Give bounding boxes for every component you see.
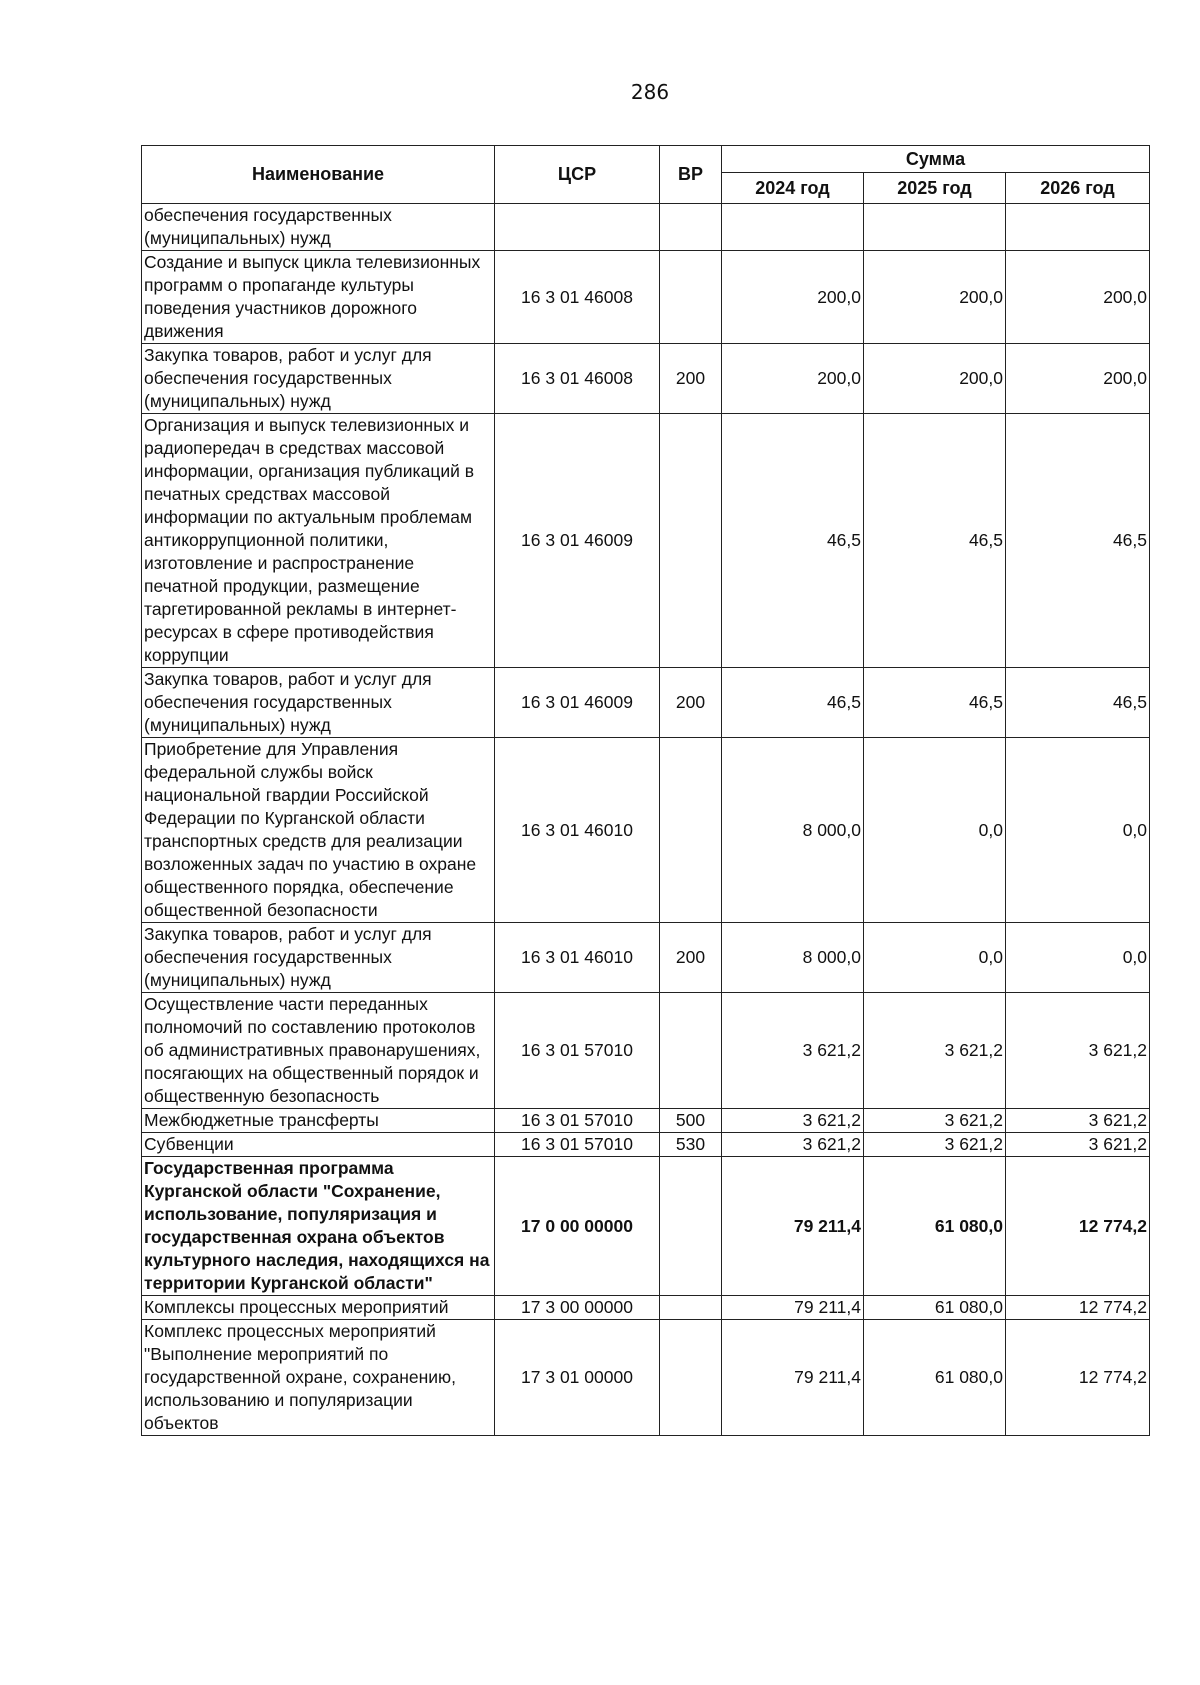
row-name-cell: Закупка товаров, работ и услуг для обеспечения государственных (муниципальных) нужд <box>142 923 495 993</box>
page-number: 286 <box>630 80 670 104</box>
row-vr-cell: 500 <box>660 1109 722 1133</box>
row-csr-cell: 16 3 01 57010 <box>495 1133 660 1157</box>
row-sum-2026-cell: 12 774,2 <box>1006 1157 1150 1296</box>
table-row <box>142 414 1150 668</box>
row-sum-2025-cell: 3 621,2 <box>864 1109 1006 1133</box>
row-sum-2025-cell: 3 621,2 <box>864 993 1006 1109</box>
row-csr-cell: 16 3 01 46010 <box>495 738 660 923</box>
row-vr-cell: 200 <box>660 668 722 738</box>
budget-table <box>141 145 1150 1436</box>
row-name-cell: Комплекс процессных мероприятий "Выполнение мероприятий по государственной охране, сохранению, использованию и популяризации объектов <box>142 1320 495 1436</box>
row-sum-2025-cell: 200,0 <box>864 344 1006 414</box>
row-vr-cell <box>660 738 722 923</box>
row-sum-2024-cell: 79 211,4 <box>722 1157 864 1296</box>
row-sum-2024-cell: 46,5 <box>722 668 864 738</box>
row-sum-2024-cell: 3 621,2 <box>722 1109 864 1133</box>
row-vr-cell <box>660 1296 722 1320</box>
row-csr-cell: 16 3 01 46009 <box>495 414 660 668</box>
row-name-cell: Создание и выпуск цикла телевизионных программ о пропаганде культуры поведения участников дорожного движения <box>142 251 495 344</box>
header-sum: Сумма <box>722 146 1150 173</box>
row-name-cell: Приобретение для Управления федеральной службы войск национальной гвардии Российской Федерации по Курганской области транспортных средств для реализации возложенных задач по участию в охране общественного порядка, обеспечение общественной безопасности <box>142 738 495 923</box>
row-vr-cell <box>660 1157 722 1296</box>
row-vr-cell <box>660 1320 722 1436</box>
table-row <box>142 344 1150 414</box>
row-sum-2026-cell <box>1006 204 1150 251</box>
row-csr-cell: 16 3 01 57010 <box>495 1109 660 1133</box>
table-header <box>142 146 1150 204</box>
table-row <box>142 993 1150 1109</box>
row-name-cell: Комплексы процессных мероприятий <box>142 1296 495 1320</box>
header-name: Наименование <box>142 146 495 204</box>
header-csr: ЦСР <box>495 146 660 204</box>
header-vr: ВР <box>660 146 722 204</box>
row-sum-2026-cell: 200,0 <box>1006 344 1150 414</box>
row-sum-2025-cell: 0,0 <box>864 923 1006 993</box>
row-vr-cell: 200 <box>660 344 722 414</box>
row-name-cell: Осуществление части переданных полномочий по составлению протоколов об административных правонарушениях, посягающих на общественный порядок и общественную безопасность <box>142 993 495 1109</box>
row-sum-2026-cell: 12 774,2 <box>1006 1320 1150 1436</box>
row-sum-2026-cell: 3 621,2 <box>1006 993 1150 1109</box>
row-sum-2026-cell: 46,5 <box>1006 668 1150 738</box>
row-vr-cell <box>660 993 722 1109</box>
row-sum-2025-cell: 3 621,2 <box>864 1133 1006 1157</box>
row-sum-2024-cell: 79 211,4 <box>722 1320 864 1436</box>
row-csr-cell: 16 3 01 57010 <box>495 993 660 1109</box>
row-sum-2025-cell: 0,0 <box>864 738 1006 923</box>
header-year-2026: 2026 год <box>1006 173 1150 204</box>
row-sum-2024-cell: 200,0 <box>722 251 864 344</box>
row-sum-2025-cell: 61 080,0 <box>864 1157 1006 1296</box>
row-sum-2024-cell: 8 000,0 <box>722 923 864 993</box>
row-csr-cell: 16 3 01 46010 <box>495 923 660 993</box>
row-sum-2024-cell <box>722 204 864 251</box>
row-sum-2024-cell: 200,0 <box>722 344 864 414</box>
table-row <box>142 923 1150 993</box>
table-row <box>142 1157 1150 1296</box>
row-vr-cell: 530 <box>660 1133 722 1157</box>
row-vr-cell: 200 <box>660 923 722 993</box>
table-row <box>142 1109 1150 1133</box>
row-name-cell: Государственная программа Курганской области "Сохранение, использование, популяризация и государственная охрана объектов культурного наследия, находящихся на территории Курганской области" <box>142 1157 495 1296</box>
row-name-cell: Межбюджетные трансферты <box>142 1109 495 1133</box>
header-year-2025: 2025 год <box>864 173 1006 204</box>
table-row <box>142 668 1150 738</box>
row-sum-2026-cell: 200,0 <box>1006 251 1150 344</box>
row-name-cell: обеспечения государственных (муниципальных) нужд <box>142 204 495 251</box>
row-csr-cell: 17 0 00 00000 <box>495 1157 660 1296</box>
table-body <box>142 204 1150 1436</box>
row-csr-cell: 17 3 00 00000 <box>495 1296 660 1320</box>
row-sum-2025-cell <box>864 204 1006 251</box>
row-sum-2024-cell: 79 211,4 <box>722 1296 864 1320</box>
row-sum-2024-cell: 3 621,2 <box>722 993 864 1109</box>
row-vr-cell <box>660 414 722 668</box>
row-sum-2025-cell: 200,0 <box>864 251 1006 344</box>
row-csr-cell: 17 3 01 00000 <box>495 1320 660 1436</box>
row-sum-2025-cell: 61 080,0 <box>864 1296 1006 1320</box>
row-name-cell: Организация и выпуск телевизионных и радиопередач в средствах массовой информации, организация публикаций в печатных средствах массовой информации по актуальным проблемам антикоррупционной политики, изготовление и распространение печатной продукции, размещение таргетированной рекламы в интернет-ресурсах в сфере противодействия коррупции <box>142 414 495 668</box>
row-sum-2026-cell: 0,0 <box>1006 738 1150 923</box>
row-sum-2025-cell: 46,5 <box>864 668 1006 738</box>
row-sum-2026-cell: 12 774,2 <box>1006 1296 1150 1320</box>
row-csr-cell <box>495 204 660 251</box>
row-csr-cell: 16 3 01 46009 <box>495 668 660 738</box>
table-row <box>142 738 1150 923</box>
row-csr-cell: 16 3 01 46008 <box>495 344 660 414</box>
table-row <box>142 1133 1150 1157</box>
row-sum-2026-cell: 3 621,2 <box>1006 1133 1150 1157</box>
table-row <box>142 251 1150 344</box>
row-sum-2026-cell: 3 621,2 <box>1006 1109 1150 1133</box>
table-row <box>142 1296 1150 1320</box>
table-row <box>142 204 1150 251</box>
row-vr-cell <box>660 251 722 344</box>
row-name-cell: Закупка товаров, работ и услуг для обеспечения государственных (муниципальных) нужд <box>142 344 495 414</box>
row-csr-cell: 16 3 01 46008 <box>495 251 660 344</box>
row-sum-2025-cell: 61 080,0 <box>864 1320 1006 1436</box>
header-year-2024: 2024 год <box>722 173 864 204</box>
row-sum-2025-cell: 46,5 <box>864 414 1006 668</box>
row-sum-2024-cell: 46,5 <box>722 414 864 668</box>
row-name-cell: Закупка товаров, работ и услуг для обеспечения государственных (муниципальных) нужд <box>142 668 495 738</box>
row-sum-2024-cell: 3 621,2 <box>722 1133 864 1157</box>
row-sum-2026-cell: 0,0 <box>1006 923 1150 993</box>
row-name-cell: Субвенции <box>142 1133 495 1157</box>
row-sum-2024-cell: 8 000,0 <box>722 738 864 923</box>
row-vr-cell <box>660 204 722 251</box>
table-row <box>142 1320 1150 1436</box>
row-sum-2026-cell: 46,5 <box>1006 414 1150 668</box>
